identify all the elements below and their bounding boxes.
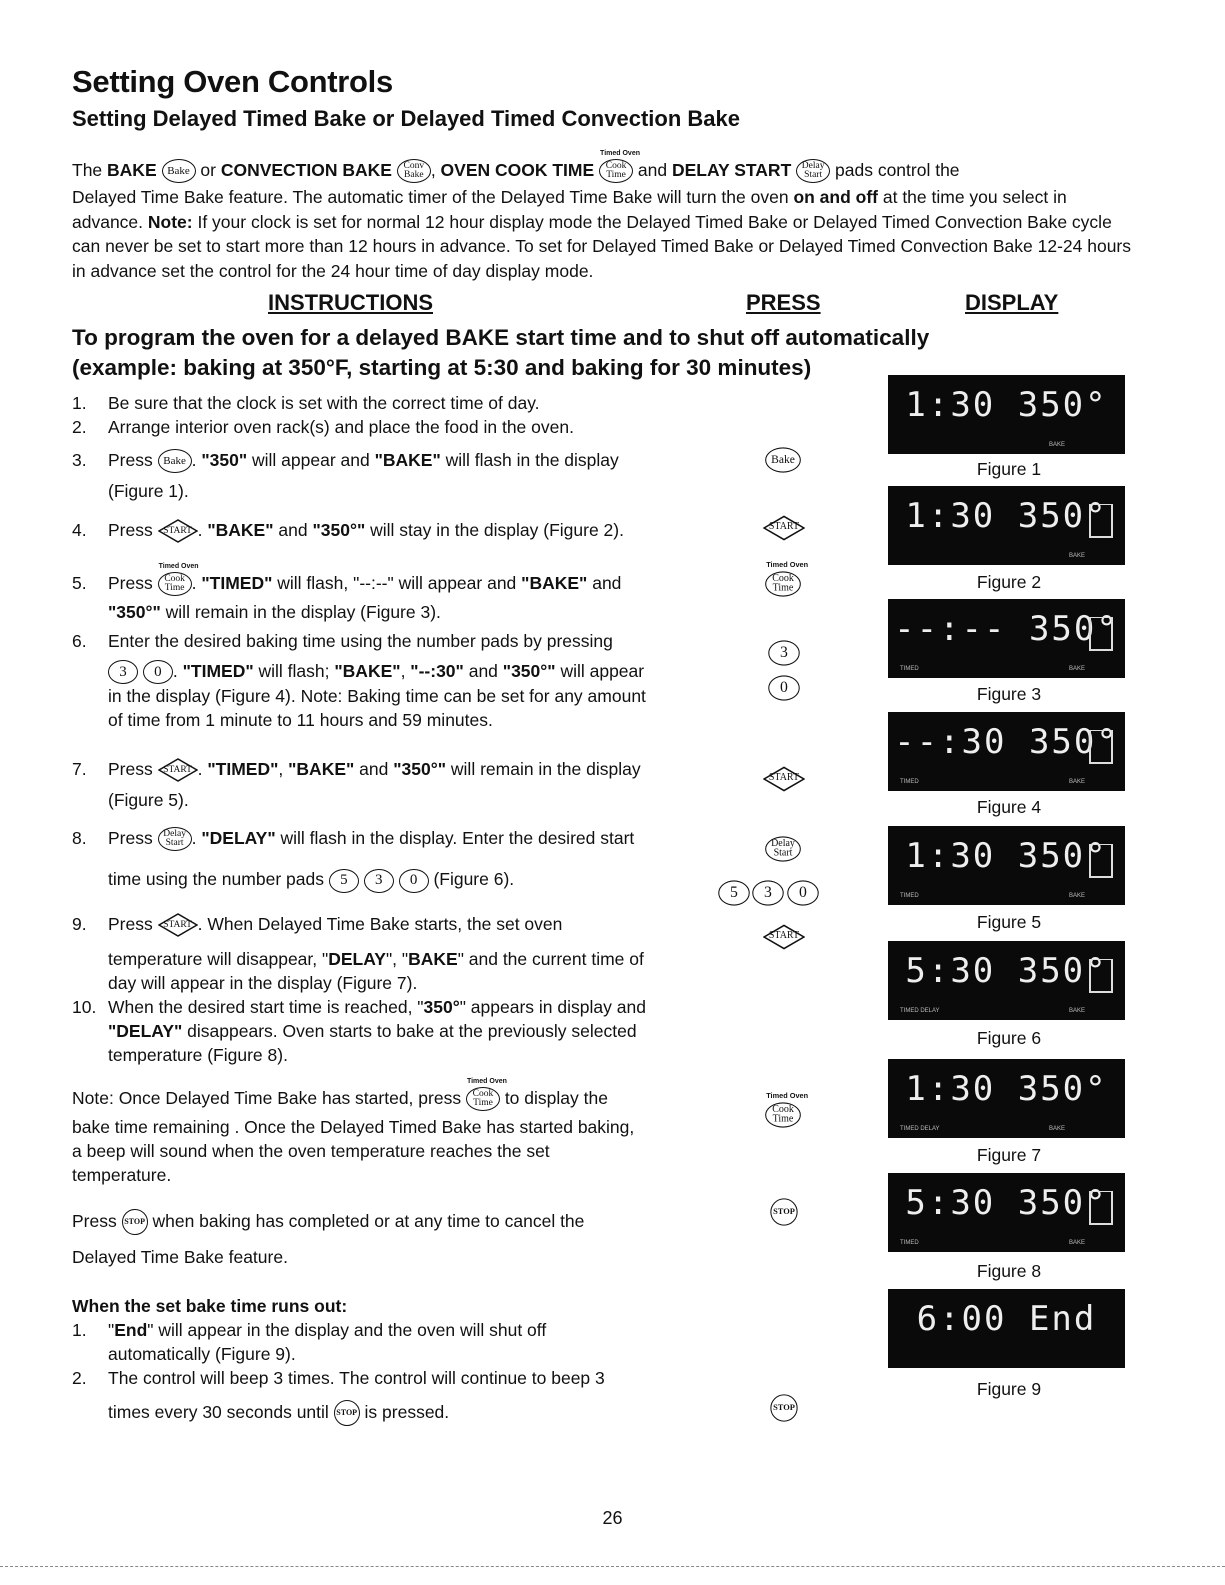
- press-number-0-key-icon: 0: [768, 675, 800, 700]
- figure-display: [888, 599, 1125, 678]
- display-indicator-box: [1089, 1191, 1113, 1225]
- intro-cook: OVEN COOK TIME: [440, 160, 595, 180]
- number-0-key-icon: 0: [143, 660, 173, 684]
- display-readout: 1:30 350°: [905, 1069, 1108, 1109]
- figure-caption: Figure 8: [976, 1261, 1042, 1281]
- figure-display: [888, 941, 1125, 1020]
- delay-start-key-icon: Delay Start: [158, 827, 192, 851]
- press-delay-start-key-icon: Delay Start: [765, 836, 801, 861]
- press-number-3-key-icon: 3: [768, 640, 800, 665]
- figure-caption: Figure 9: [976, 1379, 1042, 1399]
- figure-display: [888, 486, 1125, 565]
- press-number-0-key-icon: 0: [787, 880, 819, 905]
- section-heading: To program the oven for a delayed BAKE start time and to shut off automatically (example: baking at 350°F, starting at 5:30 and baking for 30 minutes): [72, 325, 930, 380]
- page-title: Setting Oven Controls: [72, 64, 393, 99]
- figure-caption: Figure 1: [976, 459, 1042, 479]
- display-status-label: TIMED: [900, 893, 919, 899]
- display-readout: 1:30 350°: [905, 836, 1108, 876]
- display-mode-label: BAKE: [1048, 442, 1065, 448]
- display-indicator-box: [1089, 617, 1113, 651]
- display-readout: 5:30 350°: [905, 1183, 1108, 1223]
- display-indicator-box: [1089, 730, 1113, 764]
- display-readout: --:-- 350°: [894, 609, 1119, 649]
- display-header: DISPLAY: [965, 290, 1059, 315]
- press-cook-time-key-icon: Timed Oven Cook Time: [765, 571, 801, 596]
- press-number-pads: [719, 881, 818, 905]
- page-subtitle: Setting Delayed Timed Bake or Delayed Timed Convection Bake: [72, 106, 740, 131]
- display-readout: 6:00 End: [916, 1299, 1097, 1339]
- press-number-5-key-icon: 5: [718, 880, 750, 905]
- display-status-label: TIMED DELAY: [900, 1008, 940, 1014]
- cook-time-key-icon: Timed Oven Cook Time: [599, 159, 633, 183]
- intro-conv: CONVECTION BAKE: [220, 160, 392, 180]
- instructions-header: INSTRUCTIONS: [268, 290, 433, 315]
- press-number-3-key-icon: 3: [753, 880, 785, 905]
- intro-text: The: [72, 160, 108, 180]
- stop-key-icon: STOP: [334, 1400, 360, 1426]
- figure-caption: Figure 5: [976, 912, 1042, 932]
- figure-caption: Figure 2: [976, 572, 1042, 592]
- start-key-icon: START: [158, 913, 198, 937]
- number-5-key-icon: 5: [329, 869, 359, 893]
- intro-paragraph: The BAKE Bake or CONVECTION BAKE Conv Bake , OVEN COOK TIME Timed Oven Cook Time and DELAY START Delay Start pads control the Delayed Time Bake feature. The automatic timer of the Delayed Time Bake will turn the oven on and off at the time you select in advance. Note: If your clock is set for normal 12 hour display mode the Delayed Timed Bake or Delayed Timed Convection Bake cycle can never be set to start more than 12 hours in advance. To set for Delayed Timed Bake or Delayed Timed Convection Bake 12-24 hours in advance set the control for the 24 hour time of day display mode.: [72, 150, 1132, 281]
- figure-display: [888, 1059, 1125, 1138]
- cook-time-key-icon: Timed Oven Cook Time: [466, 1087, 500, 1111]
- conv-bake-key-icon: Conv Bake: [397, 159, 431, 183]
- display-mode-label: BAKE: [1068, 553, 1085, 559]
- display-mode-label: BAKE: [1048, 1126, 1065, 1132]
- figure-display: [888, 712, 1125, 791]
- runs-out-section: When the set bake time runs out: 1. "End" will appear in the display and the oven will shut off automatically (Figure 9). 2. The control will beep 3 times. The control will continue to beep 3 times every 30 seconds until STOP is pressed.: [72, 1294, 752, 1426]
- display-readout: 5:30 350°: [905, 951, 1108, 991]
- display-indicator-box: [1089, 959, 1113, 993]
- figure-display: [888, 826, 1125, 905]
- display-mode-label: BAKE: [1068, 893, 1085, 899]
- press-cook-time-key-icon: Timed Oven Cook Time: [765, 1102, 801, 1127]
- display-mode-label: BAKE: [1068, 1240, 1085, 1246]
- figure-display: [888, 1289, 1125, 1368]
- bake-key-icon: Bake: [158, 449, 192, 473]
- figure-caption: Figure 3: [976, 684, 1042, 704]
- number-3-key-icon: 3: [108, 660, 138, 684]
- display-status-label: TIMED DELAY: [900, 1126, 940, 1132]
- display-mode-label: BAKE: [1068, 779, 1085, 785]
- press-start-key-icon: START: [763, 766, 805, 791]
- display-status-label: TIMED: [900, 1240, 919, 1246]
- figure-caption: Figure 7: [976, 1145, 1042, 1165]
- press-start-key-icon: START: [763, 515, 805, 540]
- figure-display: [888, 1173, 1125, 1252]
- intro-text: or: [200, 160, 221, 180]
- display-status-label: TIMED: [900, 666, 919, 672]
- display-readout: 1:30 350°: [905, 496, 1108, 536]
- display-readout: --:30 350°: [894, 722, 1119, 762]
- display-mode-label: BAKE: [1068, 666, 1085, 672]
- page-edge: [0, 1566, 1225, 1567]
- figure-display: [888, 375, 1125, 454]
- start-key-icon: START: [158, 519, 198, 543]
- page-number: 26: [602, 1508, 623, 1528]
- press-bake-key-icon: Bake: [765, 447, 801, 472]
- press-start-key-icon: START: [763, 924, 805, 949]
- stop-key-icon: STOP: [122, 1209, 148, 1235]
- press-stop-key-icon: STOP: [770, 1394, 797, 1421]
- figure-caption: Figure 4: [976, 797, 1042, 817]
- press-stop-key-icon: STOP: [770, 1198, 797, 1225]
- intro-delay: DELAY START: [671, 160, 792, 180]
- delay-start-key-icon: Delay Start: [796, 159, 830, 183]
- intro-bake: BAKE: [107, 160, 157, 180]
- display-indicator-box: [1089, 504, 1113, 538]
- display-readout: 1:30 350°: [905, 385, 1108, 425]
- start-key-icon: START: [158, 758, 198, 782]
- display-status-label: TIMED: [900, 779, 919, 785]
- number-0-key-icon: 0: [399, 869, 429, 893]
- bake-key-icon: Bake: [162, 159, 196, 183]
- display-mode-label: BAKE: [1068, 1008, 1085, 1014]
- stop-paragraph: Press STOP when baking has completed or at any time to cancel the Delayed Time Bake feature.: [72, 1211, 585, 1268]
- number-3-key-icon: 3: [364, 869, 394, 893]
- note-paragraph: Note: Once Delayed Time Bake has started, press Timed Oven Cook Time to display the bake time remaining . Once the Delayed Timed Bake has started baking, a beep will sound when the oven temperature reaches the set temperature.: [72, 1078, 635, 1186]
- cook-time-key-icon: Timed Oven Cook Time: [158, 572, 192, 596]
- press-header: PRESS: [746, 290, 821, 315]
- figure-caption: Figure 6: [976, 1028, 1042, 1048]
- display-indicator-box: [1089, 844, 1113, 878]
